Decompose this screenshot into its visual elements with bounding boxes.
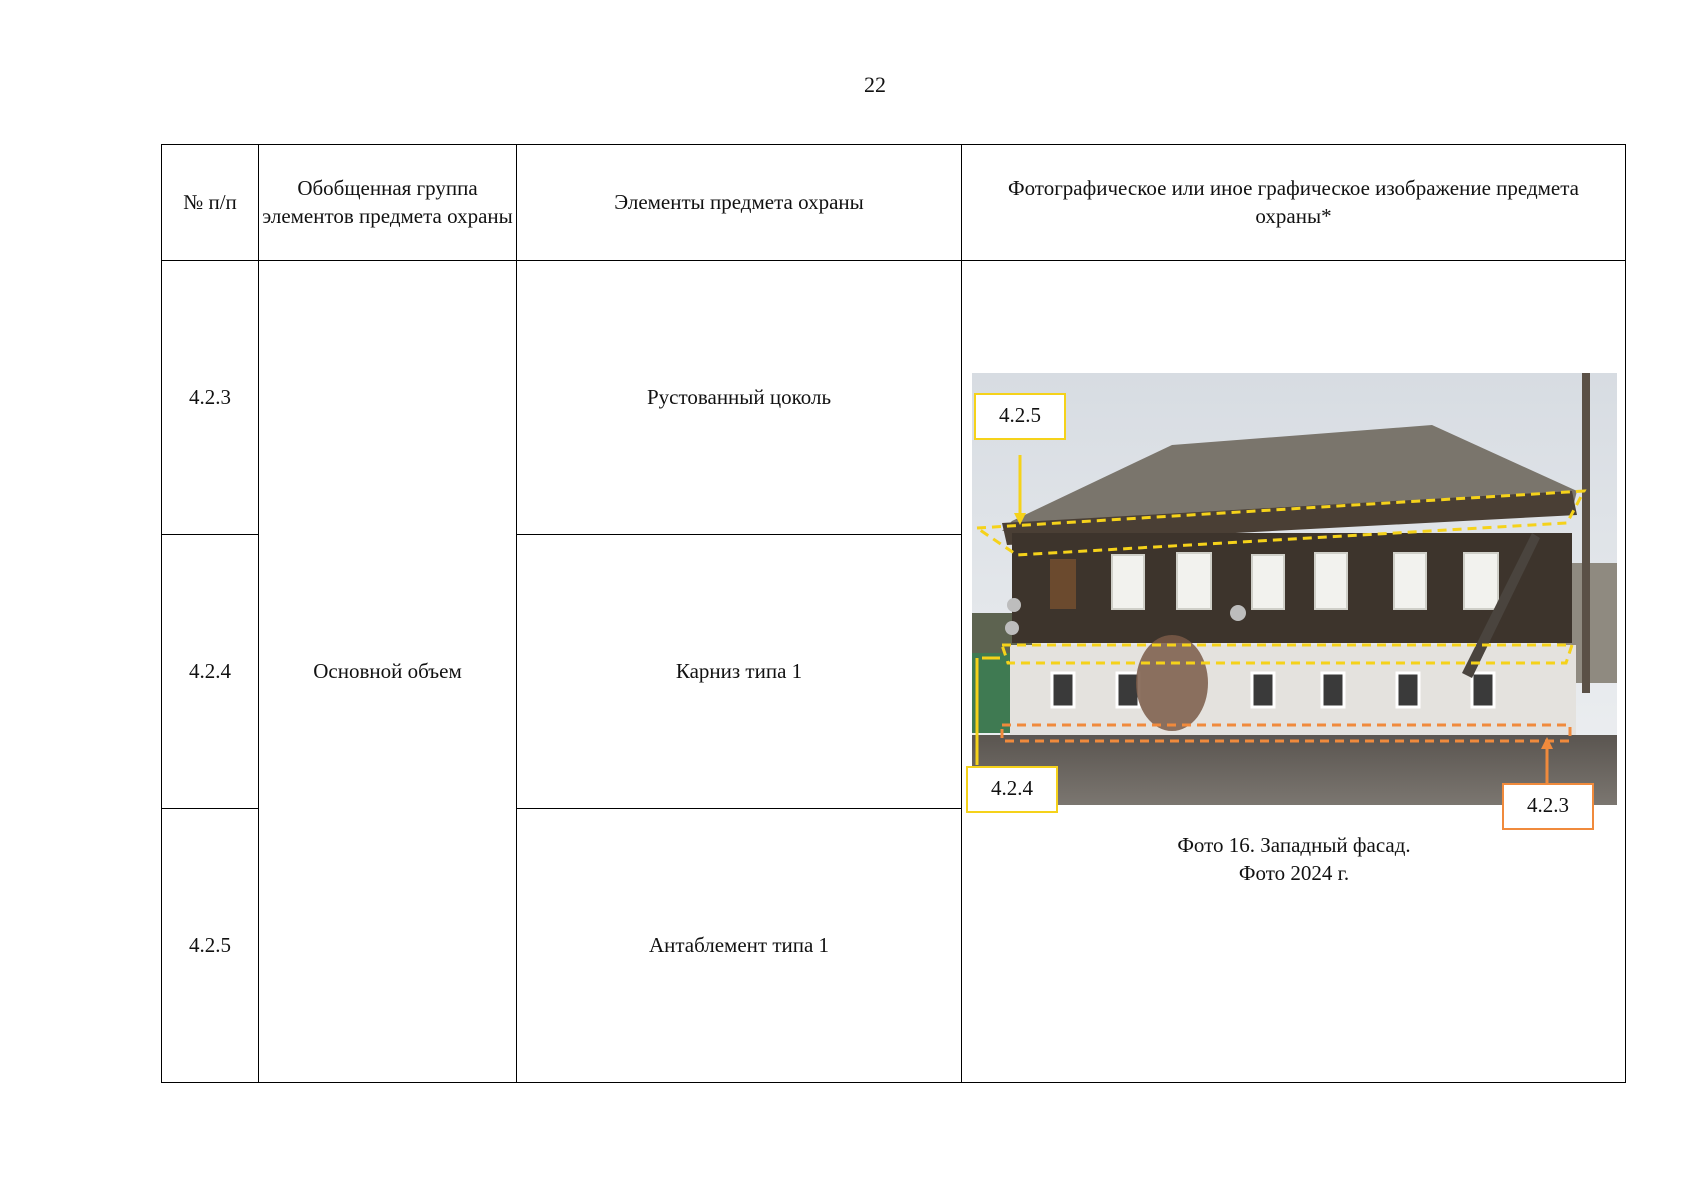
photo-caption (962, 831, 1626, 888)
table-row (162, 261, 1626, 535)
row-element: Рустованный цоколь (517, 261, 962, 535)
callout-4-2-4: 4.2.4 (966, 766, 1058, 813)
header-group: Обобщенная группа элементов предмета охраны (259, 145, 517, 261)
header-num: № п/п (162, 145, 259, 261)
row-element: Антаблемент типа 1 (517, 809, 962, 1083)
facade-photo (972, 373, 1617, 805)
row-num: 4.2.4 (162, 535, 259, 809)
callout-4-2-3: 4.2.3 (1502, 783, 1594, 830)
header-image: Фотографическое или иное графическое изображение предмета охраны* (962, 145, 1626, 261)
row-num: 4.2.3 (162, 261, 259, 535)
page-number: 22 (864, 72, 886, 97)
table-header-row (162, 145, 1626, 261)
caption-line-2: Фото 2024 г. (1238, 861, 1350, 886)
row-element: Карниз типа 1 (517, 535, 962, 809)
image-cell (962, 261, 1626, 1083)
header-elements: Элементы предмета охраны (517, 145, 962, 261)
row-num: 4.2.5 (162, 809, 259, 1083)
caption-line-1: Фото 16. Западный фасад. (1177, 833, 1411, 857)
group-cell: Основной объем (259, 261, 517, 1083)
protection-table (161, 144, 1626, 1083)
callout-4-2-5: 4.2.5 (974, 393, 1066, 440)
